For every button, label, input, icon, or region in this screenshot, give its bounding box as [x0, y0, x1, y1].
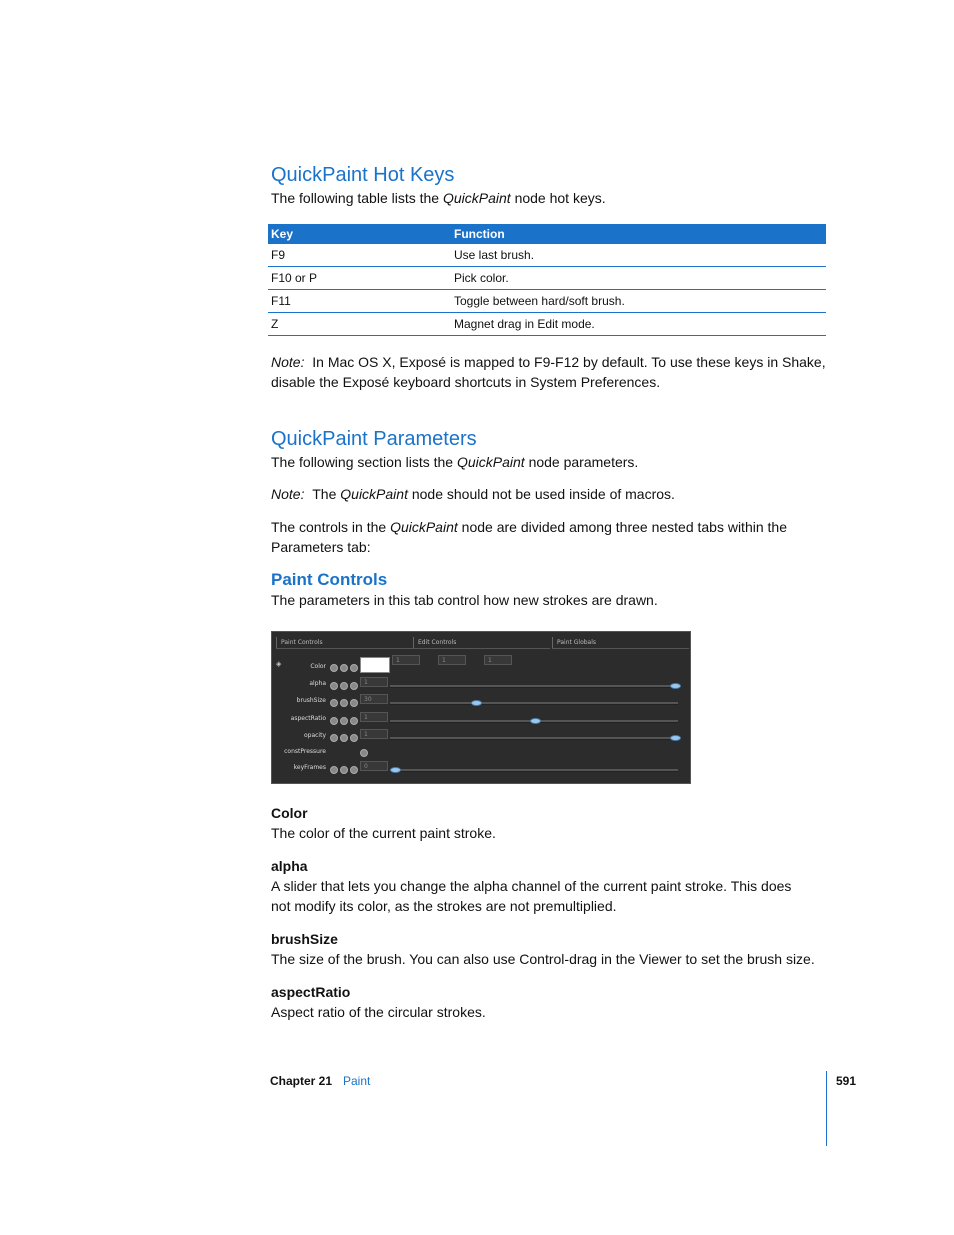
color-picker-icon[interactable]	[330, 664, 338, 672]
alpha-slider-thumb[interactable]	[670, 683, 681, 689]
function-cell: Use last brush.	[454, 248, 535, 262]
brushsize-slider-track[interactable]	[390, 702, 678, 705]
def-desc-brushsize: The size of the brush. You can also use Control-drag in the Viewer to set the brush size.	[271, 951, 815, 967]
toggle-icon[interactable]	[360, 749, 368, 757]
expression-icon[interactable]	[330, 682, 338, 690]
param-label-opacity: opacity	[303, 732, 326, 739]
paint-controls-intro: The parameters in this tab control how new strokes are drawn.	[271, 592, 658, 608]
tab-paint-controls[interactable]: Paint Controls	[276, 637, 413, 649]
param-label-color: Color	[310, 663, 326, 670]
param-label-aspectratio: aspectRatio	[290, 715, 326, 722]
hot-keys-table	[268, 224, 826, 336]
key-cell: F11	[271, 294, 291, 308]
footer-divider	[826, 1071, 827, 1146]
tab-paint-globals[interactable]: Paint Globals	[552, 637, 689, 649]
keyframes-field[interactable]: 0	[360, 761, 388, 771]
curve-icon[interactable]	[340, 766, 348, 774]
lock-icon[interactable]	[350, 664, 358, 672]
macros-note: Note: The QuickPaint node should not be used inside of macros.	[271, 486, 675, 502]
def-term-alpha: alpha	[271, 858, 308, 874]
table-row	[268, 313, 826, 336]
paint-controls-panel	[271, 631, 691, 784]
expose-note: Note: In Mac OS X, Exposé is mapped to F9-F12 by default. To use these keys in Shake, disable the Exposé keyboard shortcuts in System Preferences.	[271, 354, 826, 390]
param-label-keyframes: keyFrames	[293, 764, 326, 771]
expression-icon[interactable]	[330, 699, 338, 707]
lock-icon[interactable]	[350, 766, 358, 774]
def-term-aspectratio: aspectRatio	[271, 984, 351, 1000]
curve-icon[interactable]	[340, 699, 348, 707]
brushsize-field[interactable]: 30	[360, 694, 388, 704]
table-row	[268, 267, 826, 290]
parameters-intro: The following section lists the QuickPaint node parameters.	[271, 454, 639, 470]
aspectratio-slider-thumb[interactable]	[530, 718, 541, 724]
aspectratio-field[interactable]: 1	[360, 712, 388, 722]
def-desc-alpha: A slider that lets you change the alpha channel of the current paint stroke. This does not modify its color, as the strokes are not premultiplied.	[271, 878, 792, 914]
param-label-constpressure: constPressure	[284, 748, 326, 755]
key-cell: F10 or P	[271, 271, 318, 285]
key-cell: Z	[271, 317, 279, 331]
param-label-brushsize: brushSize	[296, 697, 326, 704]
color-red-field[interactable]: 1	[392, 655, 420, 665]
def-desc-color: The color of the current paint stroke.	[271, 825, 496, 841]
tab-edit-controls[interactable]: Edit Controls	[413, 637, 550, 649]
expand-icon[interactable]: ◈	[276, 660, 282, 668]
expression-icon[interactable]	[330, 766, 338, 774]
keyframes-slider-thumb[interactable]	[390, 767, 401, 773]
color-green-field[interactable]: 1	[438, 655, 466, 665]
table-header	[268, 224, 826, 244]
table-row	[268, 290, 826, 313]
alpha-slider-track[interactable]	[390, 685, 678, 688]
function-cell: Toggle between hard/soft brush.	[454, 294, 625, 308]
lock-icon[interactable]	[350, 682, 358, 690]
curve-icon[interactable]	[340, 717, 348, 725]
col-function-header: Function	[454, 227, 505, 241]
footer-chapter: Chapter 21	[270, 1074, 333, 1088]
hot-keys-heading: QuickPaint Hot Keys	[271, 164, 455, 186]
opacity-slider-thumb[interactable]	[670, 735, 681, 741]
color-swatch[interactable]	[360, 657, 390, 673]
opacity-field[interactable]: 1	[360, 729, 388, 739]
paint-controls-heading: Paint Controls	[271, 570, 388, 589]
key-cell: F9	[271, 248, 286, 262]
alpha-field[interactable]: 1	[360, 677, 388, 687]
tabs-paragraph: The controls in the QuickPaint node are divided among three nested tabs within the Parameters tab:	[271, 519, 787, 555]
curve-icon[interactable]	[340, 682, 348, 690]
function-cell: Pick color.	[454, 271, 509, 285]
lock-icon[interactable]	[350, 699, 358, 707]
hot-keys-intro: The following table lists the QuickPaint node hot keys.	[271, 190, 606, 206]
expression-icon[interactable]	[330, 717, 338, 725]
curve-icon[interactable]	[340, 734, 348, 742]
keyframes-slider-track[interactable]	[390, 769, 678, 772]
lock-icon[interactable]	[350, 734, 358, 742]
def-desc-aspectratio: Aspect ratio of the circular strokes.	[271, 1004, 486, 1020]
brushsize-slider-thumb[interactable]	[471, 700, 482, 706]
param-label-alpha: alpha	[309, 680, 326, 687]
opacity-slider-track[interactable]	[390, 737, 678, 740]
def-term-color: Color	[271, 805, 308, 821]
footer-section: Paint	[343, 1074, 371, 1088]
table-row	[268, 244, 826, 267]
color-blue-field[interactable]: 1	[484, 655, 512, 665]
page-number: 591	[836, 1074, 857, 1088]
curve-icon[interactable]	[340, 664, 348, 672]
def-term-brushsize: brushSize	[271, 931, 338, 947]
col-key-header: Key	[271, 227, 294, 241]
expression-icon[interactable]	[330, 734, 338, 742]
parameters-heading: QuickPaint Parameters	[271, 428, 477, 450]
lock-icon[interactable]	[350, 717, 358, 725]
function-cell: Magnet drag in Edit mode.	[454, 317, 595, 331]
